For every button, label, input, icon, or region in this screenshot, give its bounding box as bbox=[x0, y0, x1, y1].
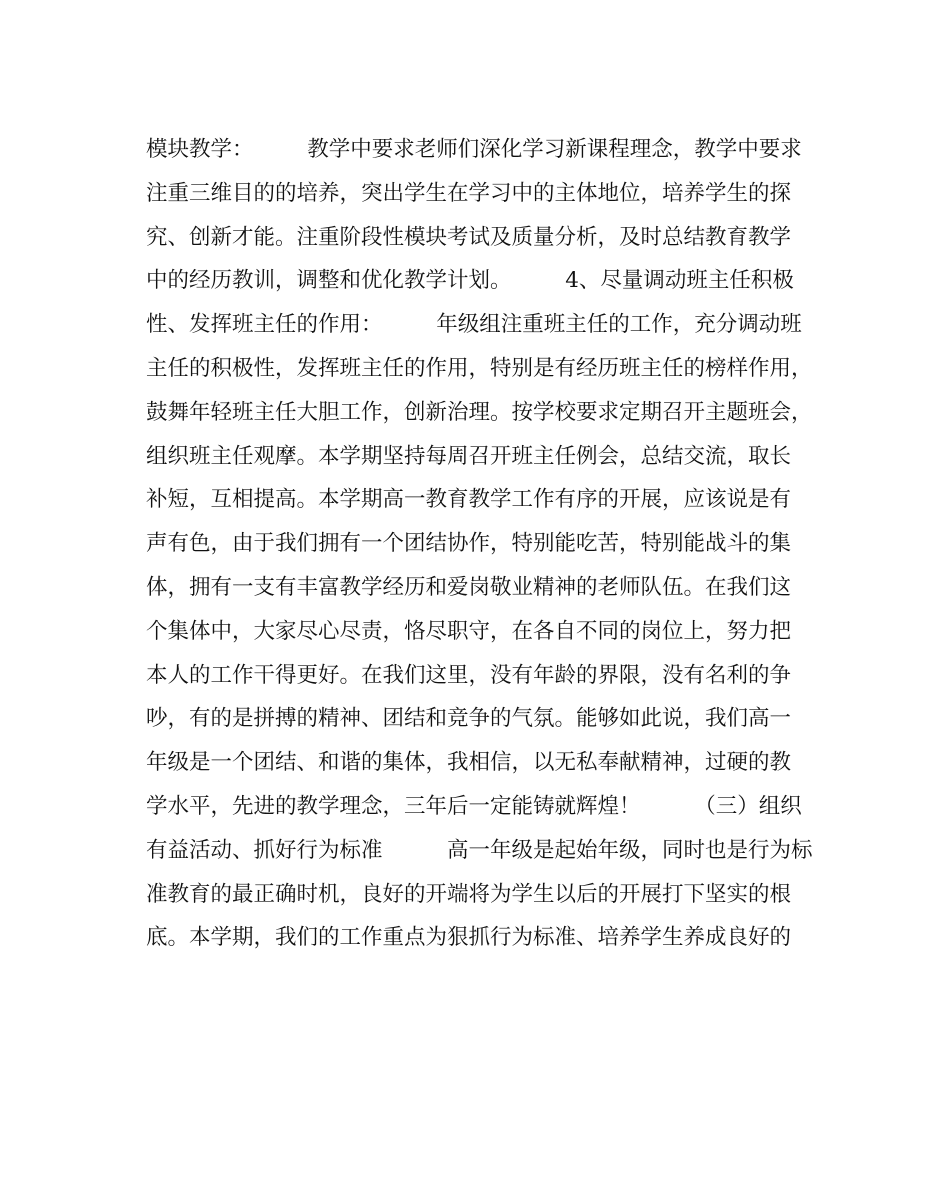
text-line: 有益活动、抓好行为标准 高一年级是起始年级，同时也是行为标 bbox=[146, 837, 813, 863]
text-line: 底。本学期，我们的工作重点为狠抓行为标准、培养学生养成良好的 bbox=[146, 925, 792, 951]
text-line: 年级是一个团结、和谐的集体，我相信，以无私奉献精神，过硬的教 bbox=[146, 750, 792, 776]
text-line: 主任的积极性，发挥班主任的作用，特别是有经历班主任的榜样作用， bbox=[146, 355, 813, 381]
text-line: 究、创新才能。注重阶段性模块考试及质量分析，及时总结教育教学 bbox=[146, 224, 792, 250]
text-line: 体，拥有一支有丰富教学经历和爱岗敬业精神的老师队伍。在我们这 bbox=[146, 574, 792, 600]
text-line: 本人的工作干得更好。在我们这里，没有年龄的界限，没有名利的争 bbox=[146, 662, 792, 688]
text-line: 补短，互相提高。本学期高一教育教学工作有序的开展，应该说是有 bbox=[146, 487, 792, 513]
text-line: 学水平，先进的教学理念，三年后一定能铸就辉煌！ （三）组织 bbox=[146, 793, 802, 819]
text-line: 准教育的最正确时机，良好的开端将为学生以后的开展打下坚实的根 bbox=[146, 881, 792, 907]
text-line: 注重三维目的的培养，突出学生在学习中的主体地位，培养学生的探 bbox=[146, 180, 792, 206]
text-line: 吵，有的是拼搏的精神、团结和竞争的气氛。能够如此说，我们高一 bbox=[146, 706, 792, 732]
text-line: 中的经历教训，调整和优化教学计划。 4、尽量调动班主任积极 bbox=[146, 268, 794, 294]
body-text bbox=[146, 128, 816, 960]
text-line: 个集体中，大家尽心尽责，恪尽职守，在各自不同的岗位上，努力把 bbox=[146, 618, 792, 644]
text-line: 模块教学： 教学中要求老师们深化学习新课程理念，教学中要求 bbox=[146, 137, 802, 162]
text-line: 鼓舞年轻班主任大胆工作，创新治理。按学校要求定期召开主题班会， bbox=[146, 399, 813, 425]
text-line: 性、发挥班主任的作用： 年级组注重班主任的工作，充分调动班 bbox=[146, 312, 802, 338]
text-line: 声有色，由于我们拥有一个团结协作，特别能吃苦，特别能战斗的集 bbox=[146, 531, 792, 557]
text-line: 组织班主任观摩。本学期坚持每周召开班主任例会，总结交流，取长 bbox=[146, 443, 792, 469]
